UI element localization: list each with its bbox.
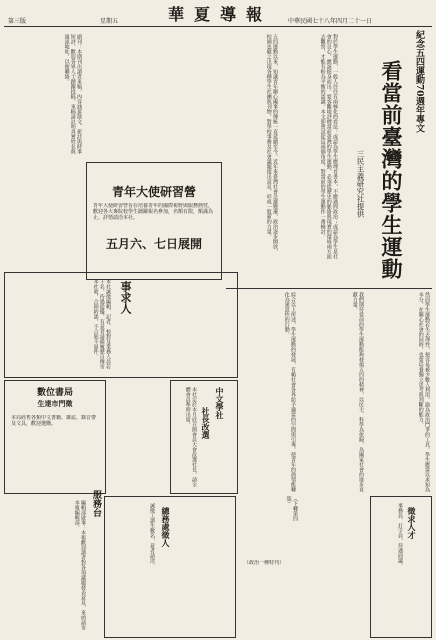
talent-ad: [370, 496, 432, 638]
camp-ad-title: 青年大使研習營: [111, 185, 196, 199]
page-section: 第三版: [8, 18, 27, 25]
club-ad: [170, 380, 238, 494]
camp-ad-body: 青年大使研習營旨在培養青年的國際視野與服務熱忱，歡迎各大專院校學生踴躍報名參加，名額有限，額滿為止，詳情請洽本社。: [93, 203, 214, 222]
help-wanted-body: 本社誠徵編輯、記者、校對及業務人員若干名，待遇從優，有意者請備履歷自傳寄本社收，合則約談，不合恕不退件。: [92, 279, 111, 369]
bookstore-ad-body: 本局經售各類中文書籍、雜誌、錄音帶及文具，歡迎選購。: [11, 415, 97, 428]
header-rule: [4, 26, 432, 27]
article-note: （政治一種特刊）: [244, 560, 285, 566]
bookstore-ad: [4, 380, 106, 494]
talent-ad-body: 事務員、打字員，待遇面議。: [397, 503, 403, 568]
club-ad-subtitle: 社長改選: [201, 407, 211, 439]
club-ad-body: 本社定於本月底召開會員大會改選社長，請全體會員準時出席。: [184, 387, 197, 487]
help-wanted-ad: [4, 272, 238, 378]
club-ad-title: 中文學社: [215, 387, 225, 419]
article-body-lower-mid: 我們期待當前的學生運動能夠發揚五四的精神，以民主、科學為依歸，為國家社會的進步貢獻力量。: [351, 292, 364, 492]
article-body-upper-mid: 五四運動以來，知識青年關心國事的傳統一直延續至今。近年來臺灣社會急遽變遷，政治逐步開放，校園也隨之出現各種學生社團與刊物，對學校事務及社會議題提出意見，形成一股新的力量。: [265, 34, 278, 254]
recruitment-ad-body: 誠徵工讀生數名，意者請洽。: [149, 503, 155, 568]
masthead: 華夏導報: [167, 5, 272, 24]
camp-ad: [86, 162, 222, 280]
article-body-upper-right: 對於學生運動，一般人往往有兩極化的看法：或認為學生應埋首書本，不應過問政治；或認為學生是社會的良心，應該挺身而出。要客觀地評價當前臺灣的學生運動，必須從歷史的脈絡與現實的環境兩方面去觀察，才能有較為平衡的認識。本文即嘗試從這兩個角度，對當前的學生運動作一番檢討。: [319, 34, 338, 259]
feature-byline: 三民主義研究社提供: [356, 150, 365, 218]
issue-date: 中華民國七十八年四月二十一日: [288, 18, 373, 25]
recruitment-ad: [104, 496, 236, 638]
weekday: 星期五: [100, 18, 119, 25]
bookstore-ad-subtitle: 生達市門徵: [37, 399, 73, 408]
left-column-text: 副刊：本期刊出讀者來稿，內容涵蓋散文、新詩與時事短評，歡迎各界人士踴躍投稿，來稿請註明真實姓名與通訊地址，以便聯絡。: [63, 34, 82, 154]
service-desk-title: 服務台: [91, 490, 101, 517]
article-body-lower-left: 綜合以上所述，學生運動的發展，有賴社會各界給予適當的空間與引導，使青年的熱情能轉化為建設性的行動。: [283, 292, 296, 492]
article-body-lower-right: 然而學生運動若失去理性，便容易被少數人利用，淪為政治鬥爭的工具。學生應當以求知為本分，在關心社會的同時，也要培養獨立思考與判斷的能力。: [417, 292, 430, 492]
bookstore-ad-title: 數位書局: [36, 388, 73, 398]
help-wanted-title: 事求人: [119, 281, 132, 314]
camp-ad-subtitle: 五月六、七日展開: [105, 237, 202, 251]
article-continued: （下轉第四版）: [285, 496, 298, 521]
bottom-left-text: 編輯部啟事：本報歡迎讀者對各項議題發表意見，來函請寄本報編輯部。: [73, 500, 86, 630]
feature-title: 看當前臺灣的學生運動: [379, 60, 404, 280]
recruitment-ad-title: 總務處徵人: [161, 507, 171, 547]
feature-kicker: 紀念五四運動70週年專文: [414, 30, 424, 133]
talent-ad-title: 徵求人才: [407, 507, 417, 539]
section-divider: [226, 288, 432, 289]
